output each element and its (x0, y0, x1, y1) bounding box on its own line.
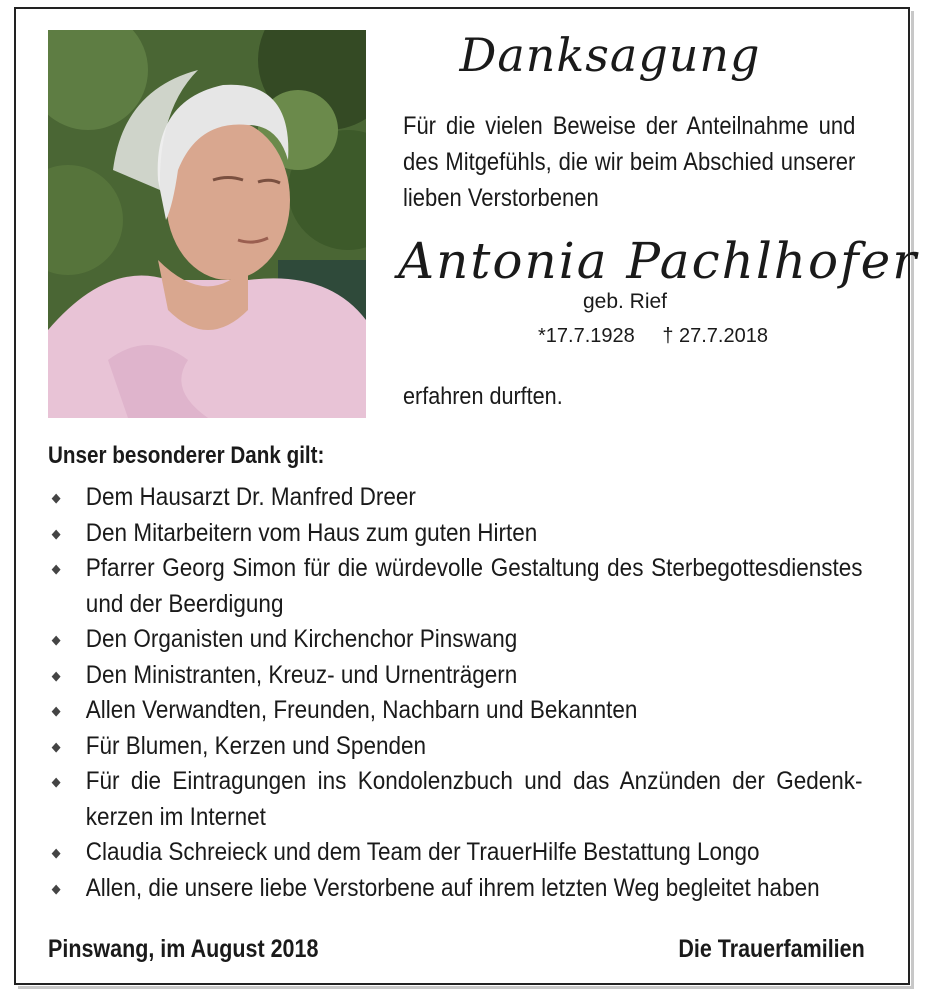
birth-date: *17.7.1928 (538, 325, 635, 347)
diamond-bullet-icon: ◆ (51, 845, 61, 860)
thanks-heading: Unser besonderer Dank gilt: (48, 442, 325, 469)
diamond-bullet-icon: ◆ (51, 738, 61, 754)
list-item (48, 693, 863, 729)
list-item-text: Für die Eintragungen ins Kondolenzbuch und das Anzünden der Gedenk-kerzen im Internet (85, 767, 863, 831)
maiden-name: geb. Rief (582, 290, 668, 313)
diamond-bullet-icon: ◆ (51, 490, 61, 505)
list-item (48, 516, 863, 552)
deceased-name: Antonia Pachlhofer (398, 232, 919, 290)
portrait-photo (48, 30, 366, 418)
life-dates (500, 325, 800, 348)
death-date: † 27.7.2018 (662, 325, 768, 347)
list-item (48, 871, 863, 907)
list-item (48, 551, 863, 622)
list-item-text: Allen Verwandten, Freunden, Nachbarn und Bekannten (85, 696, 638, 724)
diamond-bullet-icon: ◆ (51, 632, 61, 647)
list-item-text: Für Blumen, Kerzen und Spenden (85, 731, 427, 760)
portrait-illustration (48, 30, 366, 418)
list-item-text: Dem Hausarzt Dr. Manfred Dreer (85, 483, 416, 511)
closing-text: erfahren durften. (403, 383, 563, 410)
list-item (48, 480, 863, 516)
list-item (48, 729, 863, 765)
list-item (48, 658, 863, 694)
list-item (48, 764, 863, 835)
thanks-list (48, 480, 863, 906)
diamond-bullet-icon: ◆ (51, 703, 61, 718)
signature: Die Trauerfamilien (678, 935, 865, 963)
place-and-date: Pinswang, im August 2018 (48, 935, 319, 963)
heading-danksagung: Danksagung (459, 28, 761, 82)
list-item-text: Allen, die unsere liebe Verstorbene auf ihrem letzten Weg begleitet haben (85, 873, 820, 902)
list-item-text: Den Organisten und Kirchenchor Pinswang (85, 625, 518, 653)
diamond-bullet-icon: ◆ (51, 525, 61, 541)
list-item (48, 835, 863, 871)
list-item-text: Pfarrer Georg Simon für die würdevolle Gestaltung des Sterbegottesdienstes und der Beerdigung (85, 554, 863, 618)
intro-text: Für die vielen Beweise der Anteilnahme und des Mitgefühls, die wir beim Abschied unserer lieben Verstorbenen (403, 112, 856, 212)
list-item-text: Claudia Schreieck und dem Team der TrauerHilfe Bestattung Longo (85, 838, 760, 866)
diamond-bullet-icon: ◆ (51, 561, 61, 576)
diamond-bullet-icon: ◆ (51, 667, 61, 683)
list-item (48, 622, 863, 658)
list-item-text: Den Ministranten, Kreuz- und Urnenträgern (85, 660, 518, 689)
list-item-text: Den Mitarbeitern vom Haus zum guten Hirten (85, 518, 538, 547)
diamond-bullet-icon: ◆ (51, 880, 61, 896)
diamond-bullet-icon: ◆ (51, 774, 61, 789)
